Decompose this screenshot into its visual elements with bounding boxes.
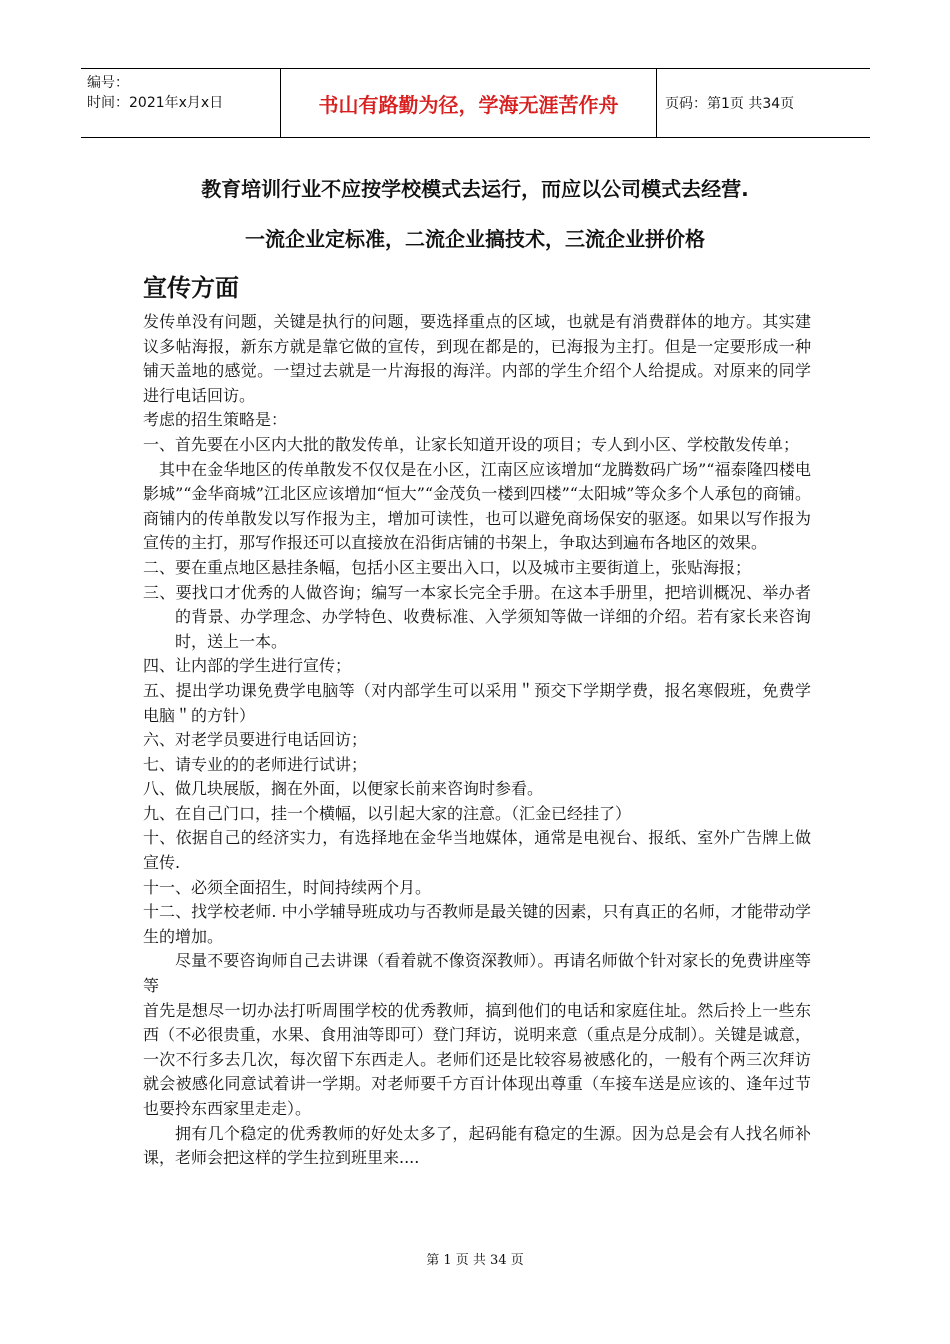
paragraph: 拥有几个稳定的优秀教师的好处太多了，起码能有稳定的生源。因为总是会有人找名师补课，老师会把这样的学生拉到班里来....	[143, 1123, 811, 1168]
main-title: 教育培训行业不应按学校模式去运行，而应以公司模式去经营.	[201, 177, 749, 201]
paragraph: 发传单没有问题，关键是执行的问题，要选择重点的区域，也就是有消费群体的地方。其实建议多帖海报，新东方就是靠它做的宣传，到现在都是的，已海报为主打。但是一定要形成一种铺天盖地的感觉。一望过去就是一片海报的海洋。内部的学生介绍个人给提成。对原来的同学进行电话回访。	[143, 312, 811, 405]
list-item: 九、在自己门口，挂一个横幅，以引起大家的注意。（汇金已经挂了）	[143, 803, 632, 823]
paragraph: 其中在金华地区的传单散发不仅仅是在小区，江南区应该增加“龙腾数码广场”“福泰隆四楼电影城”“金华商城”江北区应该增加“恒大”“金茂负一楼到四楼”“太阳城”等众多个人承包的商铺。商铺内的传单散发以写作报为主，增加可读性，也可以避免商场保安的驱逐。如果以写作报为宣传的主打，那写作报还可以直接放在沿街店铺的书架上，争取达到遍布各地区的效果。	[143, 459, 811, 553]
list-item: 六、对老学员要进行电话回访；	[143, 730, 368, 750]
list-item: 十、依据自己的经济实力，有选择地在金华当地媒体，通常是电视台、报纸、室外广告牌上做宣传.	[143, 828, 811, 873]
list-item: 一、首先要在小区内大批的散发传单，让家长知道开设的项目；专人到小区、学校散发传单；	[143, 434, 800, 454]
list-item: 四、让内部的学生进行宣传；	[143, 656, 352, 676]
paragraph: 尽量不要咨询师自己去讲课（看着就不像资深教师）。再请名师做个针对家长的免费讲座等等	[143, 951, 811, 996]
body-text	[143, 310, 811, 1171]
subtitle: 一流企业定标准，二流企业搞技术，三流企业拼价格	[245, 227, 705, 251]
paragraph: 考虑的招生策略是：	[143, 410, 288, 430]
list-item: 三、要找口才优秀的人做咨询；编写一本家长完全手册。在这本手册里，把培训概况、举办者的背景、办学理念、办学特色、收费标准、入学须知等做一详细的介绍。若有家长来咨询时，送上一本。	[143, 582, 811, 651]
motto: 书山有路勤为径，学海无涯苦作舟	[281, 69, 657, 137]
document-header	[81, 68, 870, 138]
number-label: 编号：	[87, 75, 129, 91]
page-info: 页码：第1页 共34页	[665, 96, 795, 112]
page-footer: 第 1 页 共 34 页	[426, 1253, 524, 1268]
list-item: 五、提出学功课免费学电脑等（对内部学生可以采用＂预交下学期学费，报名寒假班，免费学电脑＂的方针）	[143, 680, 811, 725]
time-label: 时间：2021年x月x日	[87, 95, 224, 111]
section-heading: 宣传方面	[143, 274, 239, 302]
list-item: 十二、找学校老师. 中小学辅导班成功与否教师是最关键的因素，只有真正的名师，才能带动学生的增加。	[143, 902, 811, 946]
list-item: 七、请专业的的老师进行试讲；	[143, 754, 368, 774]
list-item: 十一、必须全面招生，时间持续两个月。	[143, 877, 432, 897]
header-meta	[81, 69, 281, 137]
paragraph: 首先是想尽一切办法打听周围学校的优秀教师，搞到他们的电话和家庭住址。然后拎上一些东西（不必很贵重，水果、食用油等即可）登门拜访，说明来意（重点是分成制）。关键是诚意，一次不行多去几次，每次留下东西走人。老师们还是比较容易被感化的，一般有个两三次拜访就会被感化同意试着讲一学期。对老师要千方百计体现出尊重（车接车送是应该的、逢年过节也要拎东西家里走走）。	[143, 1000, 811, 1118]
list-item: 二、要在重点地区悬挂条幅，包括小区主要出入口，以及城市主要街道上，张贴海报；	[143, 557, 752, 577]
list-item: 八、做几块展版，搁在外面，以便家长前来咨询时参看。	[143, 779, 544, 799]
